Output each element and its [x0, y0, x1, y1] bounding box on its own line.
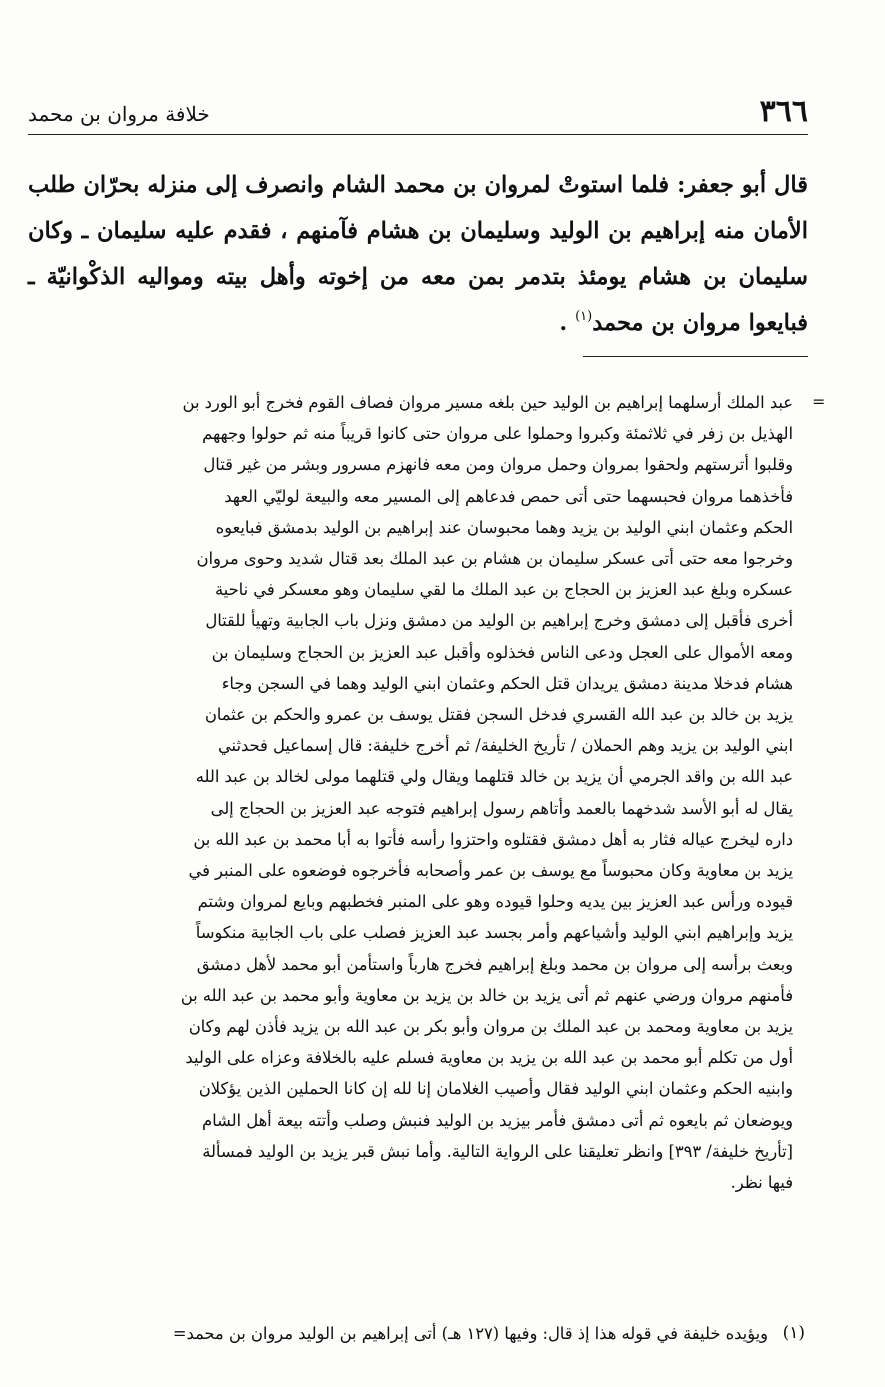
note-line: يزيد بن معاوية وكان محبوساً مع يوسف بن عمر وأصحابه فأخرجوه فوضعوه على المنبر في — [188, 861, 793, 881]
note-line: قيوده ورأس عبد العزيز بين يديه وحلوا قيوده وهو على المنبر فخطبهم وبايع لمروان وشتم — [197, 892, 793, 912]
main-paragraph-end: . — [559, 310, 576, 336]
running-title: خلافة مروان بن محمد — [28, 102, 210, 126]
main-paragraph-text: قال أبو جعفر: فلما استوتْ لمروان بن محمد الشام وانصرف إلى منزله بحرّان طلب الأمان منه إبراهيم بن الوليد وسليمان بن هشام فآمنهم ، فقدم عليه سليمان ـ وكان سليمان بن هشام يومئذ بتدمر بمن معه من إخوته وأهل بيته ومواليه الذكْوانيّة ـ فبايعوا مروان بن محمد — [28, 172, 808, 336]
note-line: يزيد بن معاوية ومحمد بن عبد الملك بن مروان وأبو بكر بن عبد الله بن يزيد فأذن لهم وكان — [188, 1017, 793, 1037]
footnote-text: ويؤيده خليفة في قوله هذا إذ قال: وفيها (١٢٧ هـ) أتى إبراهيم بن الوليد مروان بن محمد= — [172, 1324, 768, 1343]
note-line: فأمنهم مروان ورضي عنهم ثم أتى يزيد بن خالد بن يزيد بن معاوية وأبو محمد بن عبد الله بن — [180, 985, 793, 1005]
page-number: ٣٦٦ — [759, 94, 808, 129]
note-line: عبد الملك أرسلهما إبراهيم بن الوليد حين بلغه مسير مروان فصاف القوم فخرج أبو الورد بن — [182, 393, 793, 412]
note-line: فأخذهما مروان فحبسهما حتى أتى حمص فدعاهم إلى المسير معه والبيعة لوليّي العهد — [224, 486, 793, 506]
footnote-separator — [583, 356, 808, 357]
note-line: [تأريخ خليفة/ ٣٩٣] وانظر تعليقنا على الرواية التالية. وأما نبش قبر يزيد بن الوليد فمسألة — [202, 1141, 793, 1161]
note-line: ابني الوليد بن يزيد وهم الحملان / تأريخ الخليفة/ ثم أخرج خليفة: قال إسماعيل فحدثني — [217, 736, 793, 756]
note-line: يزيد بن خالد بن عبد الله القسري فدخل السجن فقتل يوسف بن عمرو والحكم بن عثمان — [204, 705, 793, 725]
footnote-reference: (١) — [575, 309, 593, 324]
note-line: وبعث برأسه إلى مروان بن محمد وبلغ إبراهيم فخرج هارباً واستأمن أبو محمد لأهل دمشق — [196, 954, 793, 974]
note-line: ومعه الأموال على العجل ودعى الناس فخذلوه وأقبل عبد العزيز بن الحجاج وسليمان بن — [211, 642, 793, 662]
page-header — [28, 92, 808, 132]
continued-footnote — [28, 387, 793, 1198]
note-line: عبد الله بن واقد الجرمي أن يزيد بن خالد قتلهما ويقال ولي قتلهما مولى لخالد بن عبد الله — [195, 767, 793, 787]
note-line: أول من تكلم أبو محمد بن عبد الله بن يزيد بن معاوية فسلم عليه بالخلافة وعزاه على الوليد — [185, 1048, 793, 1068]
note-line: هشام فدخلا مدينة دمشق يريدان قتل الحكم وعثمان ابني الوليد وهما في السجن وجاء — [221, 673, 793, 693]
note-line: الحكم وعثمان ابني الوليد بن يزيد وهما محبوسان عند إبراهيم بن الوليد بدمشق فبايعوه — [215, 517, 793, 537]
note-line: يقال له أبو الأسد شدخهما بالعمد وأتاهم رسول إبراهيم فتوجه عبد العزيز بن الحجاج إلى — [210, 798, 793, 818]
note-line: الهذيل بن زفر في ثلاثمئة وكبروا وحملوا على مروان حتى كانوا قريباً منه ثم حولوا وجههم — [202, 424, 793, 444]
note-line: ويوضعان ثم بايعوه ثم أتى دمشق فأمر بيزيد بن الوليد فنبش وصلب وأتته بيعة أهل الشام — [202, 1110, 793, 1130]
note-line: وقلبوا أترستهم ولحقوا بمروان وحمل مروان ومن معه فانهزم مسرور وبشر من غير قتال — [203, 455, 793, 475]
note-line: داره ليخرج عياله فثار به أهل دمشق فقتلوه واحتزوا رأسه فأتوا به أبا محمد بن عبد الله بن — [193, 829, 793, 849]
note-line: عسكره وبلغ عبد العزيز بن الحجاج بن عبد الملك ما لقي سليمان وهو معسكر في ناحية — [214, 580, 793, 600]
header-rule — [28, 134, 808, 135]
note-line: أخرى فأقبل إلى دمشق وخرج إبراهيم بن الوليد من دمشق ونزل باب الجابية وتهيأ للقتال — [205, 611, 793, 631]
note-line: فيها نظر. — [730, 1173, 793, 1193]
continuation-mark: = — [812, 392, 826, 411]
note-line: يزيد وإبراهيم ابني الوليد وأشياعهم وأمر بجسد عبد العزيز فصلب على باب الجابية منكوساً — [195, 923, 793, 943]
note-line: وخرجوا معه حتى أتى عسكر سليمان بن هشام بن عبد الملك بعد قتال شديد وحوى مروان — [196, 549, 793, 569]
main-paragraph — [28, 162, 808, 346]
note-line: وابنيه الحكم وعثمان ابني الوليد فقال وأصيب الغلامان إنا لله إن كانا الحملين الذين يؤكلان — [198, 1079, 793, 1099]
footnote-number: (١) — [782, 1323, 805, 1343]
